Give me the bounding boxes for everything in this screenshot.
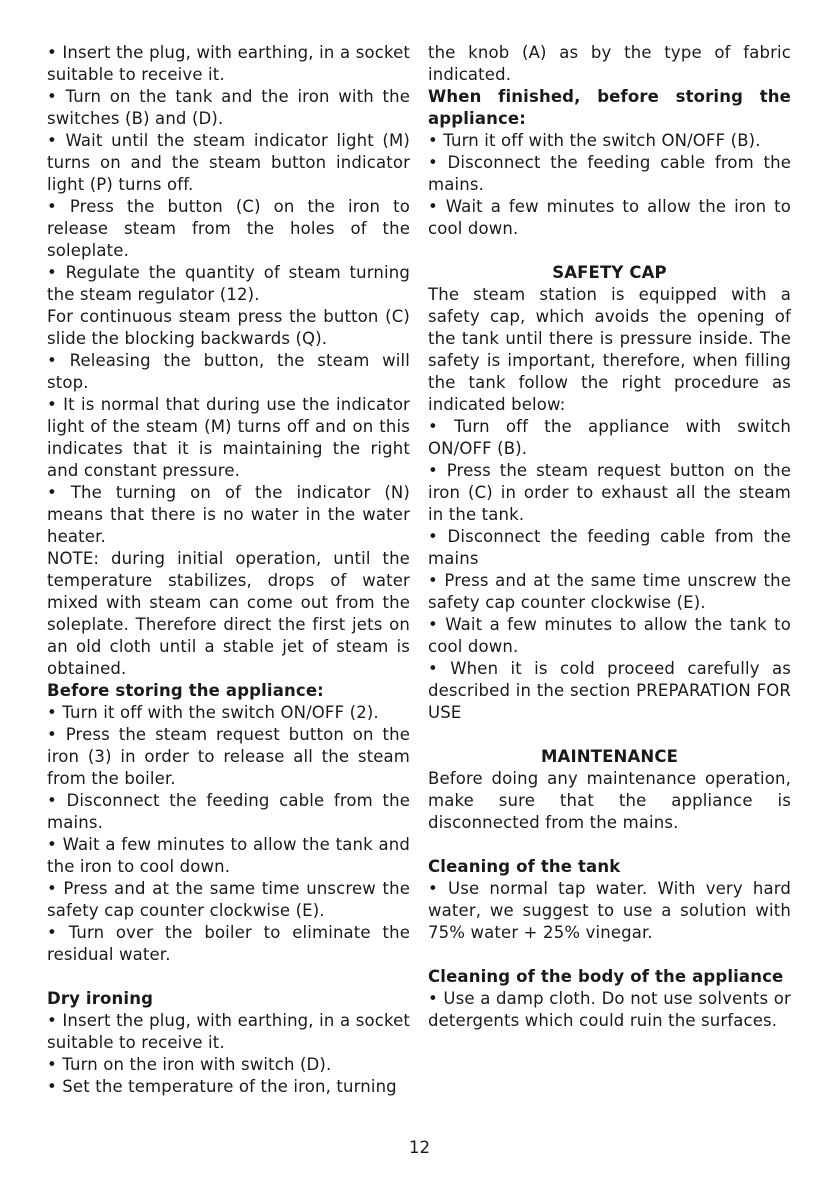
paragraph: • Turn it off with the switch ON/OFF (2). [47,703,379,722]
paragraph-spacer [428,724,791,746]
paragraph: • The turning on of the indicator (N) means that there is no water in the water heater. [47,483,410,546]
section-subheading: Cleaning of the tank [428,857,621,876]
section-heading: SAFETY CAP [552,263,667,282]
section-heading: MAINTENANCE [540,747,679,766]
paragraph: • When it is cold proceed carefully as described in the section PREPARATION FOR USE [428,659,791,722]
paragraph: • Turn on the iron with switch (D). [47,1055,332,1074]
paragraph: • Disconnect the feeding cable from the mains. [47,791,410,832]
paragraph-spacer [428,944,791,966]
paragraph-spacer [428,834,791,856]
page-number: 12 [409,1138,430,1157]
paragraph: • Set the temperature of the iron, turning [47,1077,397,1096]
paragraph: • Wait until the steam indicator light (M) turns on and the steam button indicator light (P) turns off. [47,131,410,194]
paragraph: • Press the button (C) on the iron to release steam from the holes of the soleplate. [47,197,410,260]
paragraph-spacer [428,240,791,262]
paragraph-spacer [47,966,410,988]
paragraph: NOTE: during initial operation, until the temperature stabilizes, drops of water mixed with steam can come out from the soleplate. Therefore direct the first jets on an old cloth until a stable jet of steam is obtained. [47,549,410,678]
paragraph: The steam station is equipped with a safety cap, which avoids the opening of the tank until there is pressure inside. The safety is important, therefore, when filling the tank follow the right procedure as indicated below: [428,285,791,414]
paragraph: • Turn over the boiler to eliminate the residual water. [47,923,410,964]
paragraph: • Wait a few minutes to allow the iron to cool down. [428,197,791,238]
paragraph: • Use normal tap water. With very hard water, we suggest to use a solution with 75% water + 25% vinegar. [428,879,791,942]
paragraph: the knob (A) as by the type of fabric indicated. [428,43,791,84]
paragraph: • It is normal that during use the indicator light of the steam (M) turns off and on this indicates that it is maintaining the right and constant pressure. [47,395,410,480]
section-subheading: When finished, before storing the appliance: [428,87,791,128]
paragraph: • Disconnect the feeding cable from the mains. [428,153,791,194]
section-subheading: Dry ironing [47,989,154,1008]
right-column [428,42,791,1032]
paragraph: • Turn on the tank and the iron with the switches (B) and (D). [47,87,410,128]
paragraph: • Wait a few minutes to allow the tank and the iron to cool down. [47,835,410,876]
paragraph: • Use a damp cloth. Do not use solvents or detergents which could ruin the surfaces. [428,989,791,1030]
section-subheading: Before storing the appliance: [47,681,324,700]
left-column [47,42,410,1098]
paragraph: • Press the steam request button on the iron (C) in order to exhaust all the steam in the tank. [428,461,791,524]
paragraph: • Insert the plug, with earthing, in a socket suitable to receive it. [47,1011,410,1052]
section-subheading: Cleaning of the body of the appliance [428,967,784,986]
paragraph: • Regulate the quantity of steam turning the steam regulator (12). [47,263,410,304]
paragraph: • Press the steam request button on the iron (3) in order to release all the steam from the boiler. [47,725,410,788]
paragraph: • Releasing the button, the steam will stop. [47,351,410,392]
paragraph: • Turn it off with the switch ON/OFF (B). [428,131,761,150]
paragraph: • Wait a few minutes to allow the tank to cool down. [428,615,791,656]
paragraph: • Insert the plug, with earthing, in a socket suitable to receive it. [47,43,410,84]
paragraph: Before doing any maintenance operation, make sure that the appliance is disconnected from the mains. [428,769,791,832]
paragraph: For continuous steam press the button (C) slide the blocking backwards (Q). [47,307,410,348]
paragraph: • Press and at the same time unscrew the safety cap counter clockwise (E). [428,571,791,612]
paragraph: • Disconnect the feeding cable from the mains [428,527,791,568]
paragraph: • Turn off the appliance with switch ON/OFF (B). [428,417,791,458]
paragraph: • Press and at the same time unscrew the safety cap counter clockwise (E). [47,879,410,920]
